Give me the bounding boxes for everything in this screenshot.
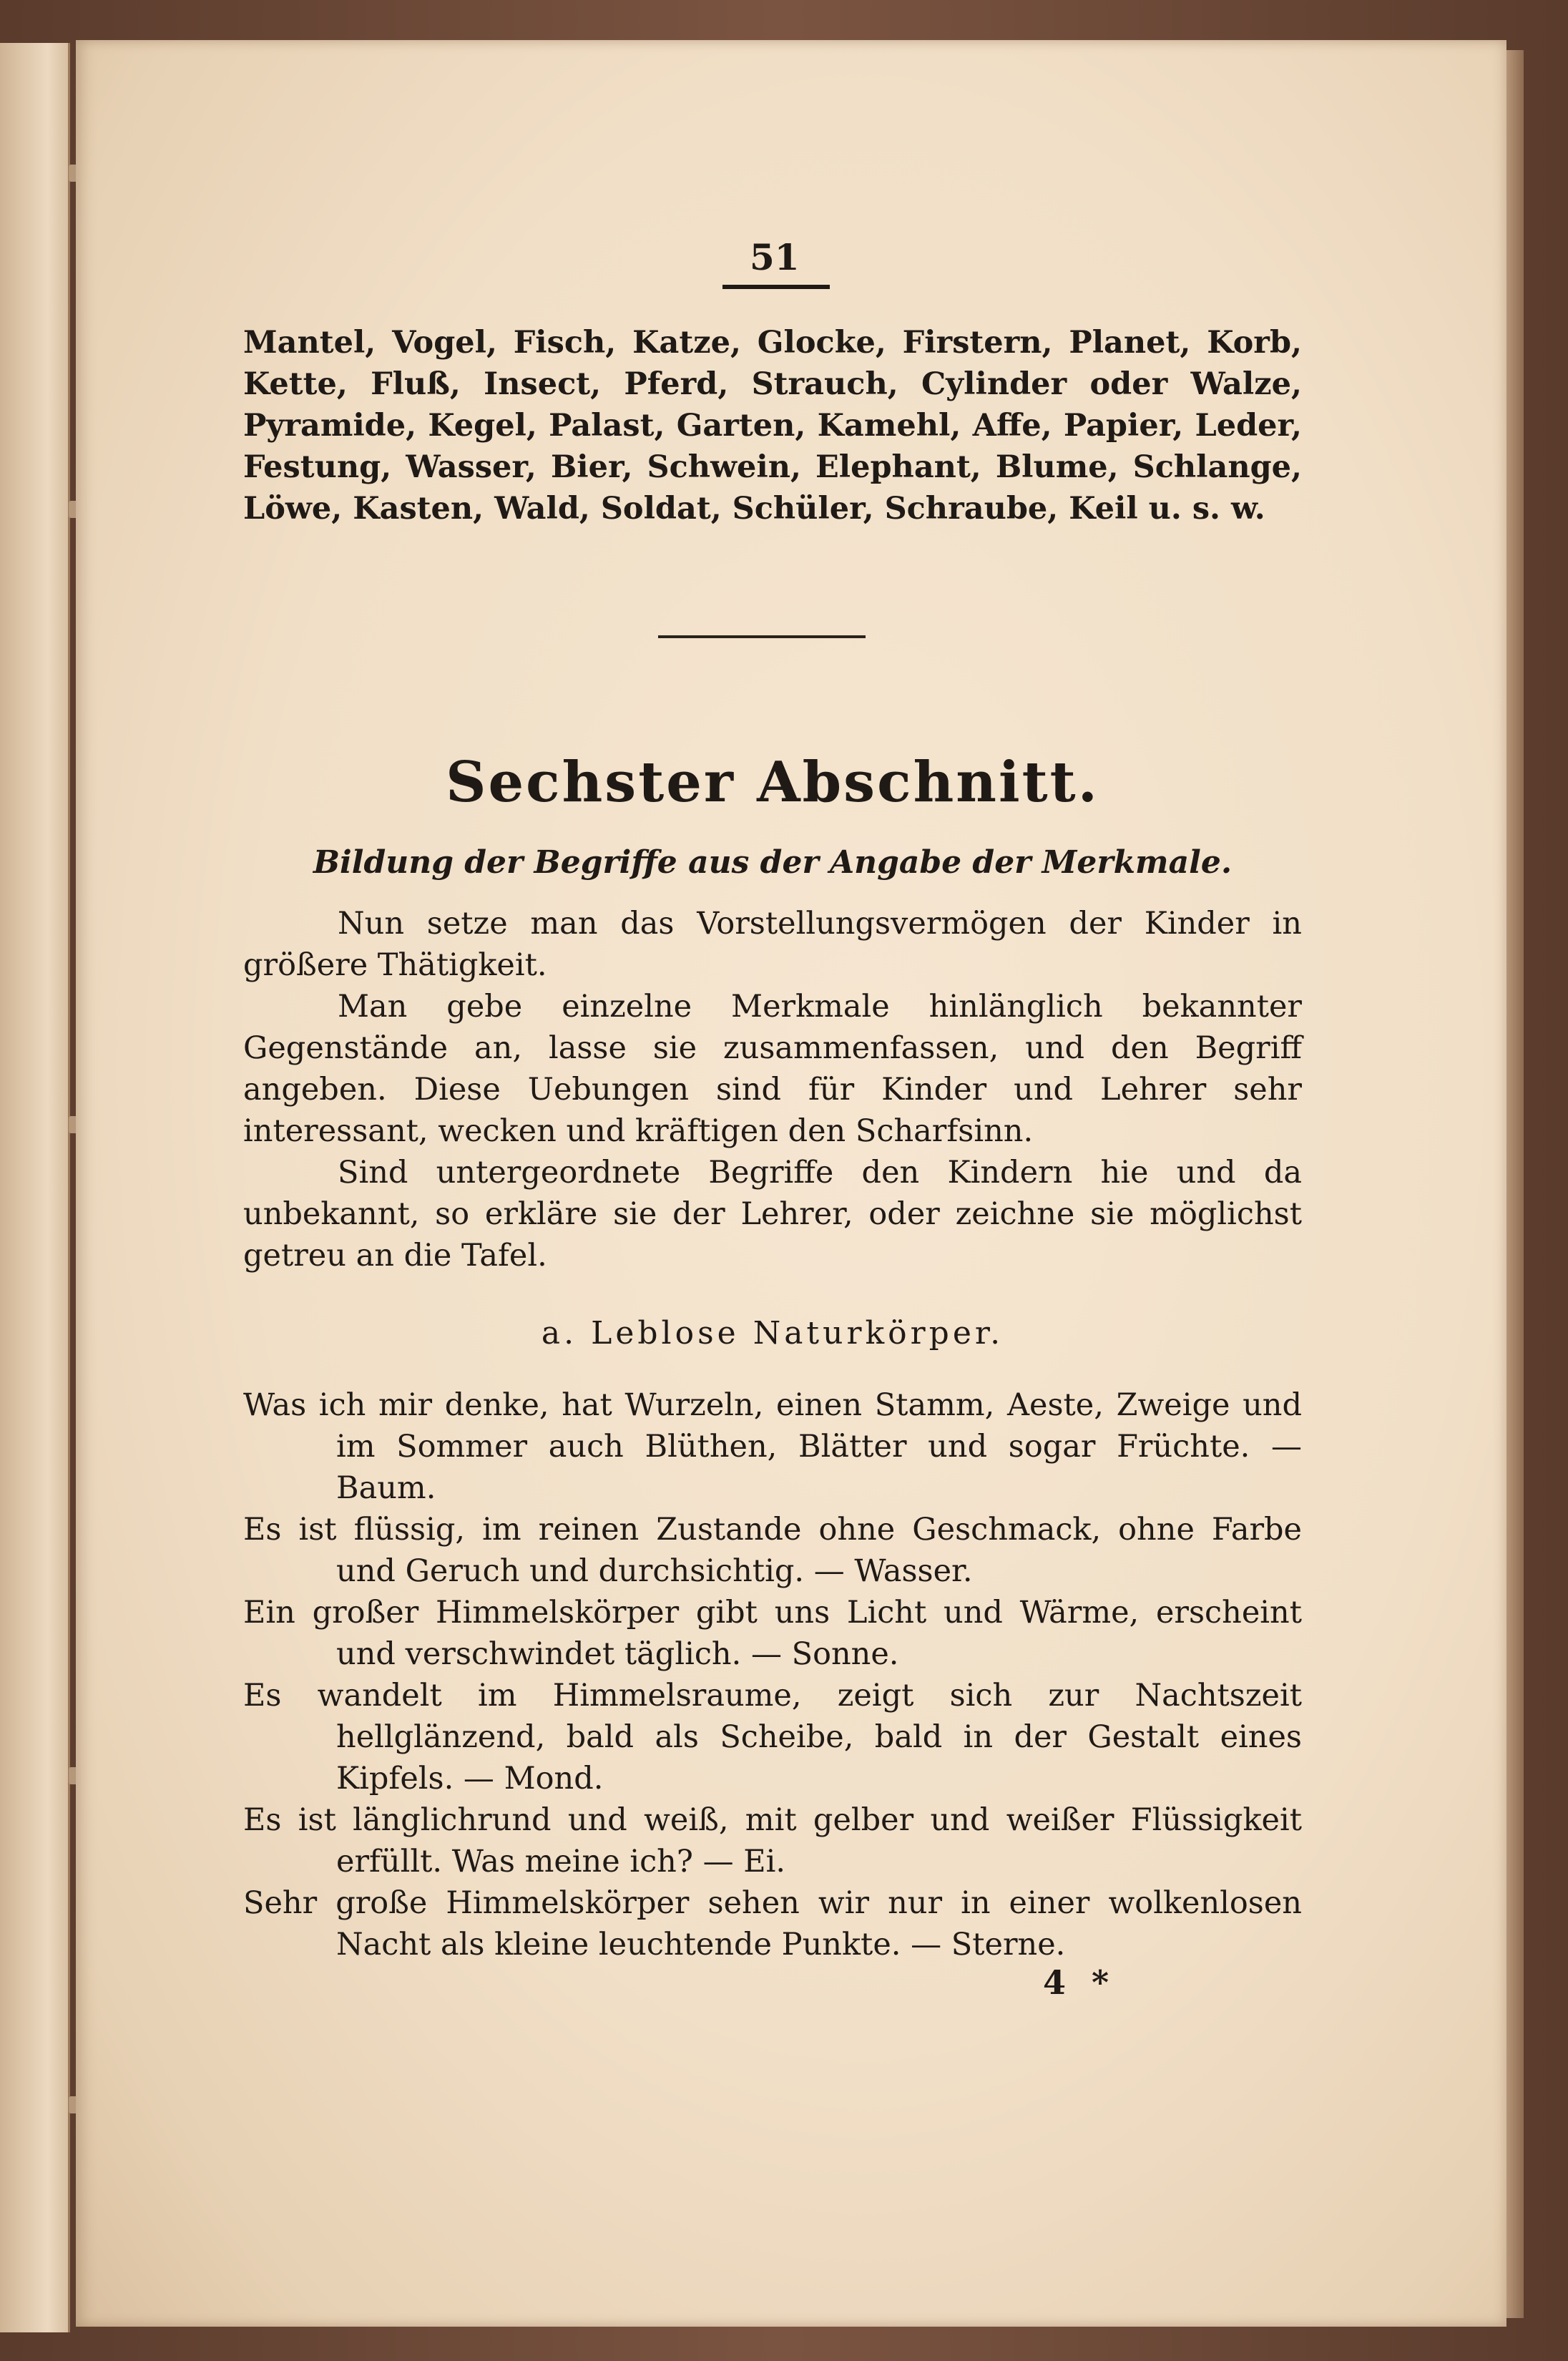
riddle-item: Es wandelt im Himmelsraume, zeigt sich zur Nachtszeit hellglänzend, bald als Scheibe, bald in der Gestalt eines Kipfels. — Mond. [243,1678,1302,1797]
riddle-item: Sehr große Himmelskörper sehen wir nur in einer wolkenlosen Nacht als kleine leuchtende Punkte. — Sterne. [243,1885,1302,1962]
section-subtitle: Bildung der Begriffe aus der Angabe der Merkmale. [313,844,1233,881]
previous-page-edge [0,43,70,2332]
signature-mark: 4 * [1043,1963,1117,2002]
intro-paragraphs [243,903,1302,1276]
riddle-item: Ein großer Himmelskörper gibt uns Licht und Wärme, erscheint und verschwindet täglich. — Sonne. [243,1595,1302,1672]
intro-paragraph: Sind untergeordnete Begriffe den Kindern hie und da unbekannt, so erkläre sie der Lehrer, oder zeichne sie möglichst getreu an die Tafel. [243,1155,1302,1274]
riddle-item: Es ist flüssig, im reinen Zustande ohne Geschmack, ohne Farbe und Geruch und durchsichtig. — Wasser. [243,1512,1302,1589]
subsection-heading: a. Leblose Naturkörper. [541,1315,1004,1351]
riddle-item: Es ist länglichrund und weiß, mit gelber und weißer Flüssigkeit erfüllt. Was meine ich? — Ei. [243,1802,1302,1879]
section-divider [658,635,866,638]
page-number-underline [722,285,830,289]
riddle-item: Was ich mir denke, hat Wurzeln, einen Stamm, Aeste, Zweige und im Sommer auch Blüthen, Blätter und sogar Früchte. — Baum. [243,1387,1302,1506]
page-number: 51 [750,236,800,278]
intro-paragraph: Man gebe einzelne Merkmale hinlänglich bekannter Gegenstände an, lasse sie zusammenfassen, und den Begriff angeben. Diese Uebungen sind für Kinder und Lehrer sehr interessant, wecken und kräftigen den Scharfsinn. [243,989,1302,1149]
riddle-list [243,1384,1302,1965]
intro-paragraph: Nun setze man das Vorstellungsvermögen der Kinder in größere Thätigkeit. [243,906,1302,983]
section-title: Sechster Abschnitt. [446,750,1099,815]
word-list: Mantel, Vogel, Fisch, Katze, Glocke, Firstern, Planet, Korb, Kette, Fluß, Insect, Pferd, Strauch, Cylinder oder Walze, Pyramide, Kegel, Palast, Garten, Kamehl, Affe, Papier, Leder, Festung, Wasser, Bier, Schwein, Elephant, Blume, Schlange, Löwe, Kasten, Wald, Soldat, Schüler, Schraube, Keil u. s. w. [243,325,1302,527]
